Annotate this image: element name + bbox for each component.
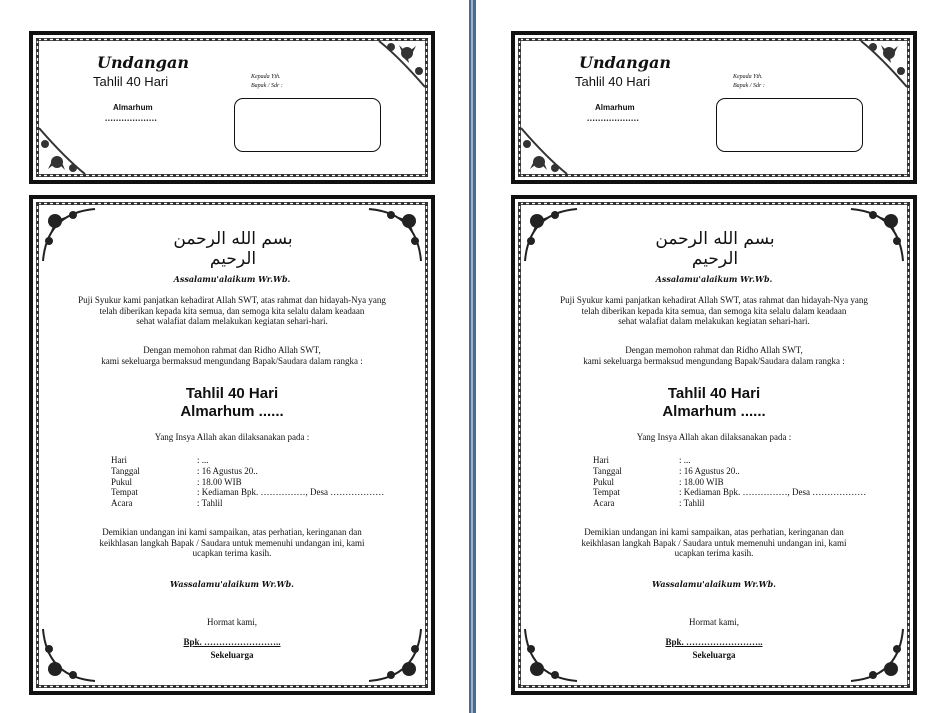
- recipient-line-1: Kepada Yth.: [733, 74, 763, 80]
- flower-ornament-icon: [369, 37, 429, 97]
- envelope-name-dots: ...................: [587, 113, 640, 123]
- detail-label: Pukul: [593, 476, 615, 487]
- flower-ornament-icon: [521, 205, 581, 265]
- event-details: [111, 455, 384, 509]
- event-title: Tahlil 40 Hari: [667, 385, 761, 402]
- invitation-card: [29, 195, 435, 695]
- recipient-line-1: Kepada Yth.: [251, 74, 281, 80]
- event-title: Tahlil 40 Hari: [185, 385, 279, 402]
- page-divider: [469, 0, 476, 713]
- detail-row: [111, 455, 384, 466]
- detail-value: : Tahlil: [197, 498, 223, 509]
- regards-text: Hormat kami,: [689, 617, 739, 627]
- intro-paragraph: Puji Syukur kami panjatkan kehadirat Allah SWT, atas rahmat dan hidayah-Nya yang telah diberikan kepada kita semua, dan semoga kita selalu dalam keadaan sehat walafiat dalam melakukan kegiatan sehari-hari.: [560, 295, 868, 326]
- detail-label: Pukul: [111, 476, 133, 487]
- signer-line: [33, 637, 431, 647]
- intro-paragraph: Puji Syukur kami panjatkan kehadirat Allah SWT, atas rahmat dan hidayah-Nya yang telah diberikan kepada kita semua, dan semoga kita selalu dalam keadaan sehat walafiat dalam melakukan kegiatan sehari-hari.: [78, 295, 386, 326]
- detail-row: [593, 498, 866, 509]
- flower-ornament-icon: [39, 205, 99, 265]
- flower-ornament-icon: [35, 118, 95, 178]
- invitation-card: [511, 195, 917, 695]
- request-paragraph: Dengan memohon rahmat dan Ridho Allah SWT, kami sekeluarga bermaksud mengundang Bapak/Saudara dalam rangka :: [101, 345, 363, 366]
- detail-value: : 16 Agustus 20..: [679, 465, 740, 476]
- envelope-cover: [29, 31, 435, 184]
- invitation-page: [482, 0, 945, 713]
- envelope-title: Undangan: [97, 53, 189, 72]
- detail-label: Hari: [593, 455, 609, 465]
- envelope-recipient-label: [733, 73, 765, 91]
- detail-row: [111, 466, 384, 477]
- closing-greeting: Wassalamu'alaikum Wr.Wb.: [652, 579, 776, 589]
- detail-value: : 16 Agustus 20..: [197, 465, 258, 476]
- invitation-page: [0, 0, 469, 713]
- envelope-subtitle: Tahlil 40 Hari: [93, 74, 169, 89]
- opening-greeting: Assalamu'alaikum Wr.Wb.: [173, 274, 291, 284]
- detail-value: : Kediaman Bpk. ……………, Desa ………………: [679, 487, 867, 498]
- detail-value: : Tahlil: [679, 498, 705, 509]
- envelope-subtitle: Tahlil 40 Hari: [575, 74, 651, 89]
- detail-label: Tempat: [111, 487, 138, 498]
- request-paragraph: Dengan memohon rahmat dan Ridho Allah SWT, kami sekeluarga bermaksud mengundang Bapak/Saudara dalam rangka :: [583, 345, 845, 366]
- flower-ornament-icon: [517, 118, 577, 178]
- family-label: Sekeluarga: [692, 650, 736, 660]
- detail-label: Tanggal: [593, 465, 622, 476]
- signer-name: Bpk. ……………………..: [665, 637, 763, 647]
- envelope-name-dots: ...................: [105, 113, 158, 123]
- family-label: Sekeluarga: [210, 650, 254, 660]
- bismillah-calligraphy: بسم الله الرحمن الرحيم: [173, 229, 293, 269]
- regards-text: Hormat kami,: [207, 617, 257, 627]
- bismillah-calligraphy: بسم الله الرحمن الرحيم: [655, 229, 775, 269]
- flower-ornament-icon: [365, 205, 425, 265]
- detail-row: [111, 477, 384, 488]
- envelope-cover: [511, 31, 917, 184]
- detail-row: [593, 487, 866, 498]
- closing-paragraph: Demikian undangan ini kami sampaikan, atas perhatian, keringanan dan keikhlasan langkah Bapak / Saudara untuk memenuhi undangan ini, kami ucapkan terima kasih.: [99, 527, 365, 558]
- envelope-recipient-label: [251, 73, 283, 91]
- flower-ornament-icon: [851, 37, 911, 97]
- event-details: [593, 455, 866, 509]
- flower-ornament-icon: [847, 205, 907, 265]
- signer-line: [515, 637, 913, 647]
- envelope-name-label: Almarhum: [113, 103, 153, 112]
- recipient-line-2: Bapak / Sdr :: [733, 83, 765, 89]
- detail-label: Tanggal: [111, 465, 140, 476]
- detail-value: : 18.00 WIB: [197, 476, 242, 487]
- detail-label: Hari: [111, 455, 127, 465]
- opening-greeting: Assalamu'alaikum Wr.Wb.: [655, 274, 773, 284]
- detail-row: [593, 466, 866, 477]
- closing-paragraph: Demikian undangan ini kami sampaikan, atas perhatian, keringanan dan keikhlasan langkah Bapak / Saudara untuk memenuhi undangan ini, kami ucapkan terima kasih.: [581, 527, 847, 558]
- envelope-title: Undangan: [579, 53, 671, 72]
- closing-greeting: Wassalamu'alaikum Wr.Wb.: [170, 579, 294, 589]
- envelope-name-label: Almarhum: [595, 103, 635, 112]
- event-deceased-name: Almarhum ......: [662, 403, 766, 420]
- event-deceased-name: Almarhum ......: [180, 403, 284, 420]
- detail-label: Tempat: [593, 487, 620, 498]
- signer-name: Bpk. ……………………..: [183, 637, 281, 647]
- recipient-line-2: Bapak / Sdr :: [251, 83, 283, 89]
- detail-row: [111, 487, 384, 498]
- schedule-intro: Yang Insya Allah akan dilaksanakan pada :: [636, 432, 792, 442]
- detail-value: : ...: [679, 455, 691, 465]
- detail-label: Acara: [111, 498, 133, 509]
- detail-row: [593, 455, 866, 466]
- detail-value: : Kediaman Bpk. ……………, Desa ………………: [197, 487, 385, 498]
- detail-value: : 18.00 WIB: [679, 476, 724, 487]
- recipient-address-box: [234, 98, 381, 152]
- detail-row: [111, 498, 384, 509]
- detail-label: Acara: [593, 498, 615, 509]
- schedule-intro: Yang Insya Allah akan dilaksanakan pada :: [154, 432, 310, 442]
- recipient-address-box: [716, 98, 863, 152]
- detail-row: [593, 477, 866, 488]
- detail-value: : ...: [197, 455, 209, 465]
